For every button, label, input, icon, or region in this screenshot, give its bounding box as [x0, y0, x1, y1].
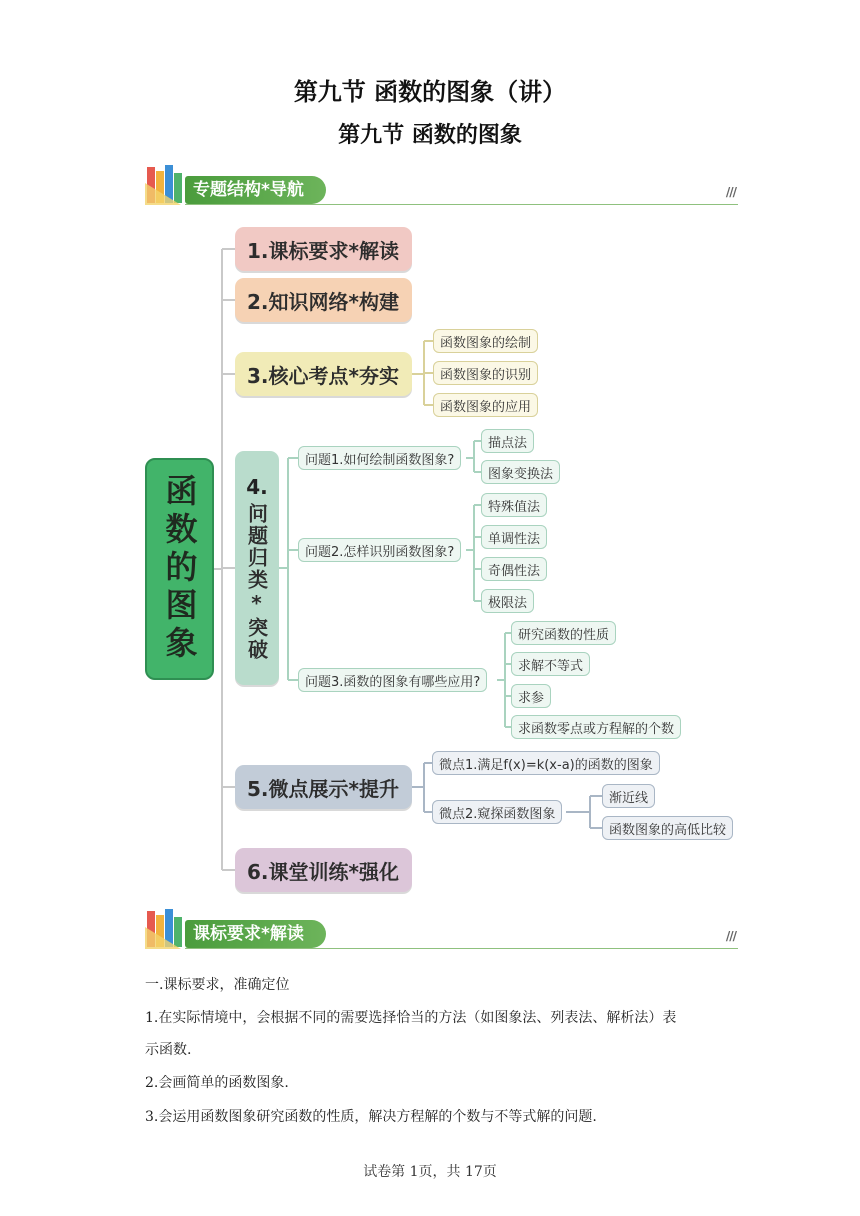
divider	[185, 204, 738, 205]
content-item-3: 3.会运用函数图象研究函数的性质，解决方程解的个数与不等式解的问题.	[145, 1109, 597, 1125]
question-1: 问题1.如何绘制函数图象?	[298, 446, 461, 470]
question-3: 问题3.函数的图象有哪些应用?	[298, 668, 487, 692]
q3-child-2: 求解不等式	[511, 652, 590, 676]
leaf-3-3: 函数图象的应用	[433, 393, 538, 417]
section-marks: ///	[725, 929, 736, 943]
section-header-requirements	[145, 907, 738, 951]
p2-child-1: 渐近线	[602, 784, 655, 808]
q3-child-1: 研究函数的性质	[511, 621, 616, 645]
section-header-navigation	[145, 163, 738, 207]
page-footer: 试卷第 1页，共 17页	[363, 1164, 497, 1180]
page-subtitle: 第九节 函数的图象	[338, 122, 522, 148]
page-title: 第九节 函数的图象（讲）	[293, 77, 567, 106]
section-label: 课标要求*解读	[185, 920, 326, 948]
mindmap-root: 函数的图象	[145, 458, 214, 680]
section-marks: ///	[725, 185, 736, 199]
q1-child-1: 描点法	[481, 429, 534, 453]
mindmap-node-2: 2.知识网络*构建	[235, 278, 412, 322]
q2-child-1: 特殊值法	[481, 493, 547, 517]
content-item-1: 1.在实际情境中，会根据不同的需要选择恰当的方法（如图象法、列表法、解析法）表	[145, 1010, 677, 1026]
q2-child-2: 单调性法	[481, 525, 547, 549]
content-heading: 一.课标要求，准确定位	[145, 977, 290, 993]
section-label: 专题结构*导航	[185, 176, 326, 204]
q2-child-4: 极限法	[481, 589, 534, 613]
content-item-1-cont: 示函数.	[145, 1042, 192, 1058]
leaf-3-1: 函数图象的绘制	[433, 329, 538, 353]
q3-child-3: 求参	[511, 684, 551, 708]
q2-child-3: 奇偶性法	[481, 557, 547, 581]
books-icon	[145, 163, 185, 207]
mindmap-node-1: 1.课标要求*解读	[235, 227, 412, 271]
mindmap-node-3: 3.核心考点*夯实	[235, 352, 412, 396]
content-item-2: 2.会画简单的函数图象.	[145, 1075, 289, 1091]
mindmap-node-4-num: 4.	[246, 475, 268, 499]
point-2: 微点2.窥探函数图象	[432, 800, 562, 824]
p2-child-2: 函数图象的高低比较	[602, 816, 733, 840]
mindmap-node-4	[235, 451, 279, 685]
mindmap-node-5: 5.微点展示*提升	[235, 765, 412, 809]
leaf-3-2: 函数图象的识别	[433, 361, 538, 385]
question-2: 问题2.怎样识别函数图象?	[298, 538, 461, 562]
mindmap-node-6: 6.课堂训练*强化	[235, 848, 412, 892]
divider	[185, 948, 738, 949]
q3-child-4: 求函数零点或方程解的个数	[511, 715, 681, 739]
q1-child-2: 图象变换法	[481, 460, 560, 484]
books-icon	[145, 907, 185, 951]
point-1: 微点1.满足f(x)=k(x-a)的函数的图象	[432, 751, 660, 775]
mindmap-node-4-label: 问题归类*突破	[244, 503, 269, 661]
